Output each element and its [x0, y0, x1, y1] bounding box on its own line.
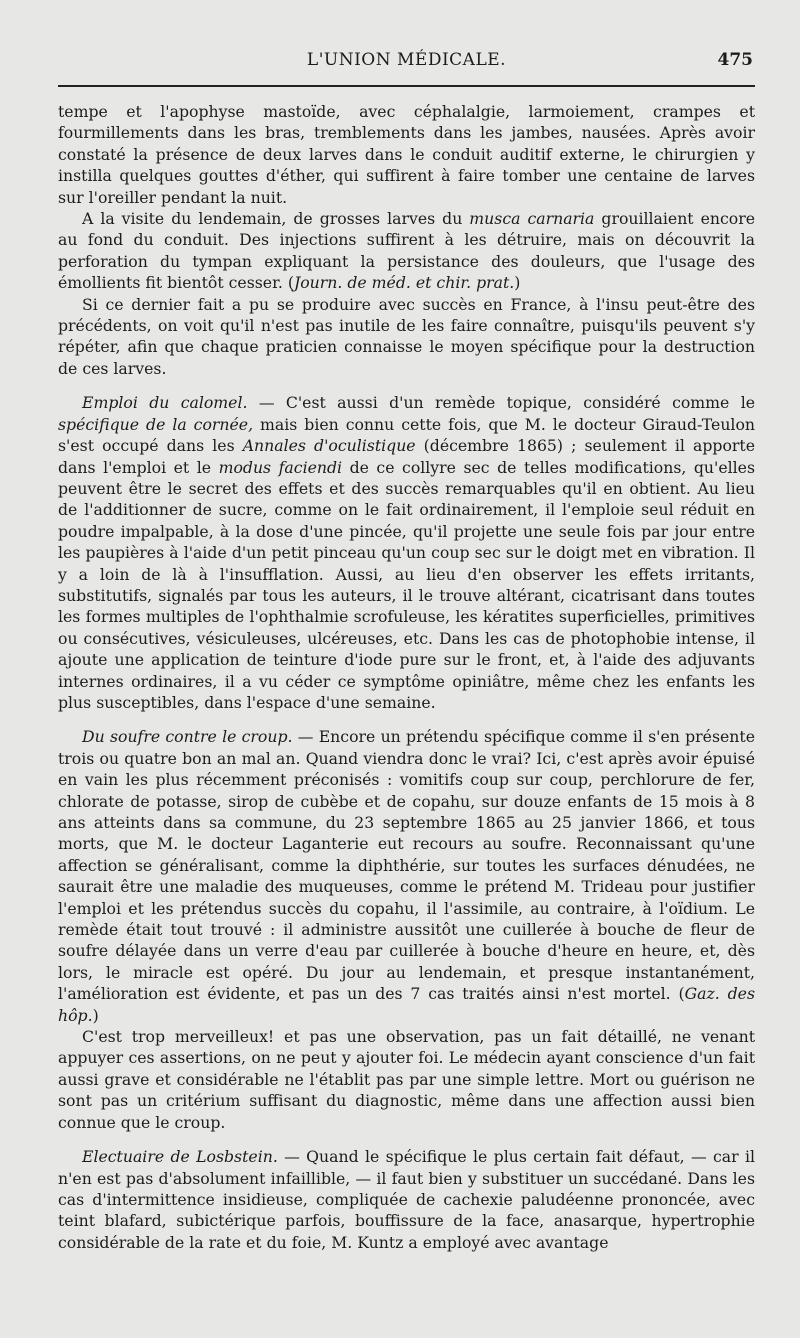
- italic-text: Du soufre contre le croup.: [82, 727, 293, 747]
- text-run: grouillaient encore au fond du conduit. Des injections suffirent à les détruire, mais on découvrit la perforation du tympan expliquant la persistance des douleurs, que l'usage des émollients fit bientôt cesser. (: [58, 209, 755, 293]
- italic-text: Emploi du calomel.: [82, 393, 248, 413]
- text-run: mais bien connu cette fois, que M. le docteur Giraud-Teulon s'est occupé dans les: [58, 414, 755, 456]
- paragraph-sulfur-croup: [58, 726, 755, 1026]
- italic-text: musca carnaria: [469, 209, 595, 229]
- text-run: (décembre 1865) ; seulement il apporte dans l'emploi et le: [58, 436, 755, 477]
- article-body: [58, 101, 755, 1253]
- page-header: [58, 50, 755, 80]
- text-run: C'est trop merveilleux! et pas une observation, pas un fait détaillé, ne venant appuyer ces assertions, on ne peut y ajouter foi. Le médecin ayant conscience d'un fait aussi grave et considérable ne l'établit pas par une simple lettre. Mort ou guérison ne sont pas un critérium suffisant du diagnostic, même dans une affection aussi bien connue que le croup.: [58, 1027, 755, 1132]
- text-run: ): [92, 1005, 99, 1025]
- text-run: A la visite du lendemain, de grosses larves du: [82, 209, 470, 229]
- text-run: ): [514, 273, 521, 293]
- italic-text: Annales d'oculistique: [242, 436, 416, 456]
- paragraph-larvae-visit: [58, 208, 755, 294]
- italic-text: Gaz. des hôp.: [58, 984, 756, 1025]
- text-run: Si ce dernier fait a pu se produire avec succès en France, à l'insu peut-être des précédents, on voit qu'il n'est pas inutile de les faire connaître, puisqu'ils peuvent s'y répéter, afin que chaque praticien connaisse le moyen spécifique pour la destruction de ces larves.: [58, 294, 755, 378]
- paragraph-sulfur-critique: [58, 1026, 755, 1133]
- paragraph-electuary: [58, 1146, 755, 1253]
- paragraph-larvae-intro: [58, 101, 755, 208]
- italic-text: modus faciendi: [218, 457, 343, 477]
- header-rule: [58, 85, 755, 87]
- paragraph-calomel: [58, 392, 755, 713]
- text-run: — Encore un prétendu spécifique comme il s'en présente trois ou quatre bon an mal an. Quand viendra donc le vrai? Ici, c'est après avoir épuisé en vain les plus récemment préconisés : vomitifs coup sur coup, perchlorure de fer, chlorate de potasse, sirop de cubèbe et de copahu, sur douze enfants de 15 mois à 8 ans atteints dans sa commune, du 23 septembre 1865 au 25 janvier 1866, et tous morts, que M. le docteur Laganterie eut recours au soufre. Reconnaissant qu'une affection se généralisant, comme la diphthérie, sur toutes les surfaces dénudées, ne saurait être une maladie des muqueuses, comme le prétend M. Trideau pour justifier l'emploi et les prétendus succès du copahu, il l'assimile, au contraire, à l'oïdium. Le remède était tout trouvé : il administre aussitôt une cuillerée à bouche de fleur de soufre délayée dans un verre d'eau par cuillerée à bouche d'heure en heure, et, dès lors, le miracle est opéré. Du jour au lendemain, et presque instantanément, l'amélioration est évidente, et pas un des 7 cas traités ainsi n'est mortel. (: [58, 727, 755, 1004]
- running-title: L'UNION MÉDICALE.: [306, 50, 507, 70]
- paragraph-larvae-conclusion: [58, 294, 755, 380]
- italic-text: Electuaire de Losbstein.: [82, 1147, 278, 1167]
- text-run: — C'est aussi d'un remède topique, considéré comme le: [247, 393, 755, 413]
- text-run: de ce collyre sec de telles modifications, qu'elles peuvent être le secret des effets et des succès remarquables qu'il en obtient. Au lieu de l'additionner de sucre, comme on le fait ordinairement, il l'emploie seul réduit en poudre impalpable, à la dose d'une pincée, qu'il projette une seule fois par jour entre les paupières à l'aide d'un petit pinceau qu'un coup sec sur le doigt met en vibration. Il y a loin de là à l'insufflation. Aussi, au lieu d'en observer les effets irritants, substitutifs, signalés par tous les auteurs, il le trouve altérant, cicatrisant dans toutes les formes multiples de l'ophthalmie scrofuleuse, les kératites superficielles, primitives ou consécutives, vésiculeuses, ulcéreuses, etc. Dans les cas de photophobie intense, il ajoute une application de teinture d'iode pure sur le front, et, à l'aide des adjuvants internes ordinaires, il a vu céder ce symptôme opiniâtre, même chez les enfants les plus susceptibles, dans l'espace d'une semaine.: [58, 457, 755, 712]
- text-run: tempe et l'apophyse mastoïde, avec céphalalgie, larmoiement, crampes et fourmillements dans les bras, tremblements dans les jambes, nausées. Après avoir constaté la présence de deux larves dans le conduit auditif externe, le chirurgien y instilla quelques gouttes d'éther, qui suffirent à faire tomber une centaine de larves sur l'oreiller pendant la nuit.: [58, 102, 755, 207]
- page-number: 475: [717, 50, 753, 70]
- italic-text: spécifique de la cornée,: [58, 414, 254, 434]
- italic-text: Journ. de méd. et chir. prat.: [293, 273, 515, 293]
- text-run: — Quand le spécifique le plus certain fait défaut, — car il n'en est pas d'absolument infaillible, — il faut bien y substituer un succédané. Dans les cas d'intermittence insidieuse, compliquée de cachexie paludéenne prononcée, avec teint blafard, subictérique parfois, bouffissure de la face, anasarque, hypertrophie considérable de la rate et du foie, M. Kuntz a employé avec avantage: [58, 1147, 755, 1252]
